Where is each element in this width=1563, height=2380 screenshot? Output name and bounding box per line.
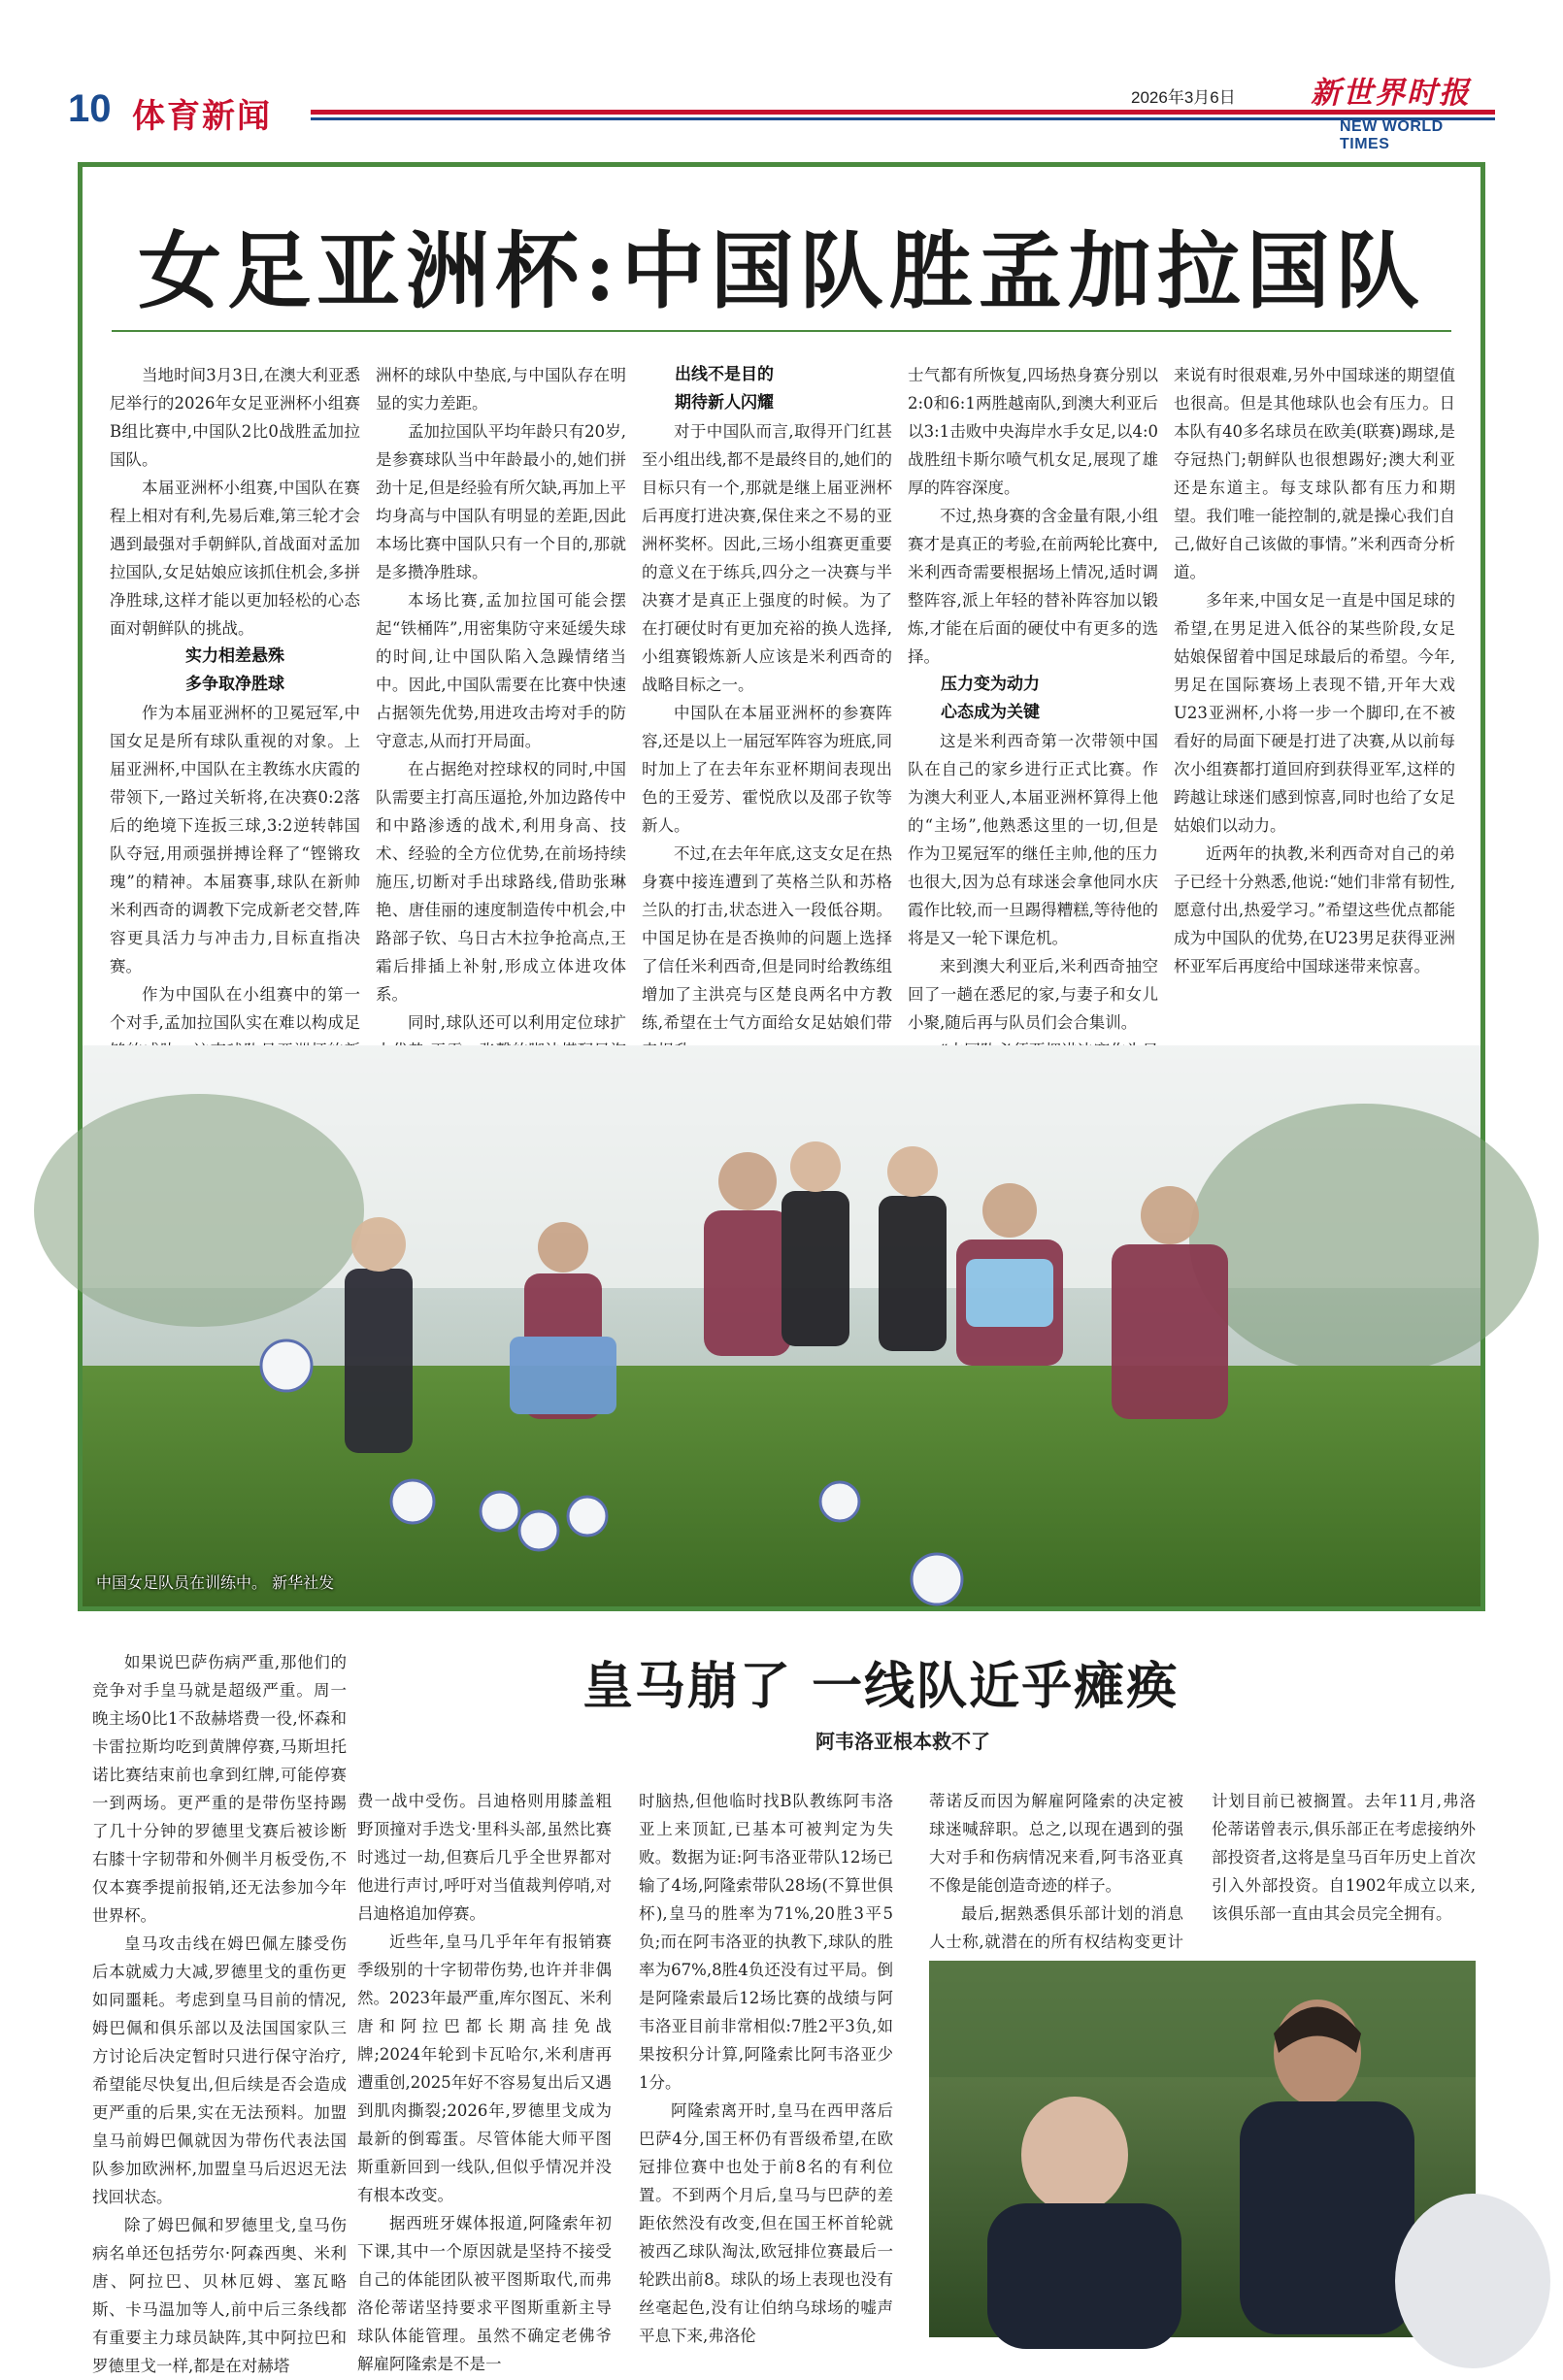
article-headline: 女足亚洲杯:中国队胜孟加拉国队 (138, 222, 1425, 320)
masthead-rule-blue (311, 117, 1495, 120)
feature-article-box (78, 162, 1485, 1611)
subheading: 压力变为动力 (941, 675, 1040, 694)
paragraph: 如果说巴萨伤病严重,那他们的竞争对手皇马就是超级严重。周一晚主场0比1不敌赫塔费一役,怀森和卡雷拉斯均吃到黄牌停赛,马斯坦托诺比赛结束前也拿到红牌,可能停赛一到两场。更严重的是带伤坚持踢了几十分钟的罗德里戈赛后被诊断右膝十字韧带和外侧半月板受伤,不仅本赛季提前报销,还无法参加今年世界杯。 (92, 1653, 347, 1925)
subheading: 多争取净胜球 (185, 675, 284, 694)
photo-caption: 中国女足队员在训练中。 新华社发 (96, 1573, 335, 1592)
training-photo (83, 1045, 1480, 1606)
subheading: 心态成为关键 (941, 703, 1040, 722)
article-subheadline: 阿韦洛亚根本救不了 (815, 1730, 990, 1753)
article-column-4 (908, 361, 1158, 1121)
paragraph: 士气都有所恢复,四场热身赛分别以2:0和6:1两胜越南队,到澳大利亚后以3:1击败中央海岸水手女足,以4:0战胜纽卡斯尔喷气机女足,展现了雄厚的阵容深度。 (908, 366, 1158, 497)
paragraph: 阿隆索离开时,皇马在西甲落后巴萨4分,国王杯仍有晋级希望,在欧冠排位赛中也处于前8名的有利位置。不到两个月后,皇马与巴萨的差距依然没有改变,但在国王杯首轮就被西乙球队淘汰,欧冠排位赛最后一轮跌出前8。球队的场上表现也没有丝毫起色,没有让伯纳乌球场的嘘声平息下来,弗洛伦 (639, 2101, 893, 2345)
article2-column-4 (929, 1787, 1183, 1984)
paragraph: 近些年,皇马几乎年年有报销赛季级别的十字韧带伤势,也许并非偶然。2023年最严重,库尔图瓦、米利唐和阿拉巴都长期高挂免战牌;2024年轮到卡瓦哈尔,米利唐再遭重创,2025年好不容易复出后又遇到肌肉撕裂;2026年,罗德里戈成为最新的倒霉蛋。尽管体能大师平图斯重新回到一线队,但似乎情况并没有根本改变。 (357, 1933, 612, 2204)
paragraph: 对于中国队而言,取得开门红甚至小组出线,都不是最终目的,她们的目标只有一个,那就是继上届亚洲杯后再度打进决赛,保住来之不易的亚洲杯奖杯。因此,三场小组赛更重要的意义在于练兵,四分之一决赛与半决赛才是真正上强度的时候。为了在打硬仗时有更加充裕的换人选择,小组赛锻炼新人应该是米利西奇的战略目标之一。 (642, 422, 892, 694)
paragraph: 最后,据熟悉俱乐部计划的消息人士称,就潜在的所有权结构变更计 (929, 1904, 1183, 1951)
article-column-2 (376, 361, 626, 1121)
headline-divider (112, 330, 1451, 332)
paragraph: 来说有时很艰难,另外中国球迷的期望值也很高。但是其他球队也会有压力。日本队有40多名球员在欧美(联赛)踢球,是夺冠热门;朝鲜队也很想踢好;澳大利亚还是东道主。每支球队都有压力和期望。我们唯一能控制的,就是操心我们自己,做好自己该做的事情。”米利西奇分析道。 (1174, 366, 1455, 581)
paragraph: 除了姆巴佩和罗德里戈,皇马伤病名单还包括劳尔·阿森西奥、米利唐、阿拉巴、贝林厄姆、塞瓦略斯、卡马温加等人,前中后三条线都有重要主力球员缺阵,其中阿拉巴和罗德里戈一样,都是在对赫塔 (92, 2216, 347, 2375)
section-name: 体育新闻 (132, 97, 272, 136)
article-column-3 (642, 361, 892, 1121)
paragraph: 不过,热身赛的含金量有限,小组赛才是真正的考验,在前两轮比赛中,米利西奇需要根据场上情况,适时调整阵容,派上年轻的替补阵容加以锻炼,才能在后面的硬仗中有更多的选择。 (908, 507, 1158, 666)
article2-column-1 (92, 1648, 347, 2380)
article2-column-5 (1212, 1787, 1476, 1928)
article2-column-2 (357, 1787, 612, 2378)
paragraph: 据西班牙媒体报道,阿隆索年初下课,其中一个原因就是坚持不接受自己的体能团队被平图斯取代,而弗洛伦蒂诺坚持要求平图斯重新主导球队体能管理。虽然不确定老佛爷解雇阿隆索是不是一 (357, 2214, 612, 2373)
newspaper-logo-english: NEW WORLD TIMES (1340, 118, 1444, 152)
masthead (68, 58, 1495, 152)
coach-photo (929, 1961, 1476, 2337)
paragraph: 不过,在去年年底,这支女足在热身赛中接连遭到了英格兰队和苏格兰队的打击,状态进入一段低谷期。中国足协在是否换帅的问题上选择了信任米利西奇,但是同时给教练组增加了主洪亮与区楚良两名中方教练,希望在士气方面给女足姑娘们带 (642, 844, 892, 1032)
paragraph: 来到澳大利亚后,米利西奇抽空回了一趟在悉尼的家,与妻子和女儿小聚,随后再与队员们会合集训。 (908, 957, 1158, 1032)
paragraph: 在占据绝对控球权的同时,中国队需要主打高压逼抢,外加边路传中和中路渗透的战术,利用身高、技术、经验的全方位优势,在前场持续施压,切断对手出球路线,借助张琳艳、唐佳丽的速度制造传中机会,中路部子钦、乌日古木拉争抢高点,王霜后排插上补射,形成立体进攻体系。 (376, 760, 626, 1004)
paragraph: 作为本届亚洲杯的卫冕冠军,中国女足是所有球队重视的对象。上届亚洲杯,中国队在主教练水庆霞的带领下,一路过关斩将,在决赛0:2落后的绝境下连扳三球,3:2逆转韩国队夺冠,用顽强拼搏诠释了“铿锵玫瑰”的精神。本届赛事,球队在新帅米利西奇的调教下完成新老交替,阵容更具活力与冲击力,目标直指决赛。 (110, 704, 360, 975)
paragraph: 洲杯的球队中垫底,与中国队存在明显的实力差距。 (376, 366, 626, 413)
paragraph: 本届亚洲杯小组赛,中国队在赛程上相对有利,先易后难,第三轮才会遇到最强对手朝鲜队,首战面对孟加拉国队,女足姑娘应该抓住机会,多拼净胜球,这样才能以更加轻松的心态面对朝鲜队的挑战。 (110, 479, 360, 638)
page-number: 10 (68, 87, 112, 130)
paragraph: 近两年的执教,米利西奇对自己的弟子已经十分熟悉,他说:“她们非常有韧性,愿意付出,热爱学习。”希望这些优点都能成为中国队的优势,在U23男足获得亚洲杯亚军后再度给中国球迷带来惊喜。 (1174, 844, 1455, 975)
publication-date: 2026年3月6日 (1131, 88, 1236, 107)
paragraph: 多年来,中国女足一直是中国足球的希望,在男足进入低谷的某些阶段,女足姑娘保留着中国足球最后的希望。今年,男足在国际赛场上表现不错,开年大戏U23亚洲杯,小将一步一个脚印,在不被看好的局面下硬是打进了决赛,从以前每次小组赛都打道回府到获得亚军,这样的跨越让球迷们感到惊喜,同时也给了女足姑娘们以动力。 (1174, 591, 1455, 835)
paragraph: 时脑热,但他临时找B队教练阿韦洛亚上来顶缸,已基本可被判定为失败。数据为证:阿韦洛亚带队12场已输了4场,阿隆索带队28场(不算世俱杯),皇马的胜率为71%,20胜3平5负;而在阿韦洛亚的执教下,球队的胜率为67%,8胜4负还没有过平局。倒是阿隆索最后12场比赛的战绩与阿韦洛亚目前非常相似:7胜2平3负,如果按积分计算,阿隆索比阿韦洛亚少1分。 (639, 1792, 893, 2092)
paragraph: 皇马攻击线在姆巴佩左膝受伤后本就威力大减,罗德里戈的重伤更如同噩耗。考虑到皇马目前的情况,姆巴佩和俱乐部以及法国国家队三方讨论后决定暂时只进行保守治疗,希望能尽快复出,但后续是否会造成更严重的后果,实在无法预料。加盟皇马前姆巴佩就因为带伤代表法国队参加欧洲杯,加盟皇马后迟迟无法找回状态。 (92, 1934, 347, 2206)
subheading: 出线不是目的 (675, 365, 774, 384)
subheading: 实力相差悬殊 (185, 646, 284, 666)
paragraph: 这是米利西奇第一次带领中国队在自己的家乡进行正式比赛。作为澳大利亚人,本届亚洲杯算得上他的“主场”,他熟悉这里的一切,但是作为卫冕冠军的继任主帅,他的压力也很大,因为总有球迷会拿他同水庆霞作比较,而一旦踢得糟糕,等待他的将是又一轮下课危机。 (908, 732, 1158, 947)
paragraph: 本场比赛,孟加拉国可能会摆起“铁桶阵”,用密集防守来延缓失球的时间,让中国队陷入急躁情绪当中。因此,中国队需要在比赛中快速占据领先优势,用进攻击垮对手的防守意志,从而打开局面。 (376, 591, 626, 750)
article-column-1 (110, 361, 360, 1121)
paragraph: 孟加拉国队平均年龄只有20岁,是参赛球队当中年龄最小的,她们拼劲十足,但是经验有所欠缺,再加上平均身高与中国队有明显的差距,因此本场比赛中国队只有一个目的,那就是多攒净胜球。 (376, 422, 626, 581)
paragraph: 作为中国队在小组赛中的第一个对手,孟加拉国队实在难以构成足 (110, 985, 360, 1032)
article-headline: 皇马崩了 一线队近乎瘫痪 (582, 1658, 1180, 1716)
subheading: 期待新人闪耀 (675, 393, 774, 413)
training-photo-illustration (83, 1045, 1480, 1606)
paragraph: 当地时间3月3日,在澳大利亚悉尼举行的2026年女足亚洲杯小组赛B组比赛中,中国队2比0战胜孟加拉国队。 (110, 366, 360, 469)
paragraph: 蒂诺反而因为解雇阿隆索的决定被球迷喊辞职。总之,以现在遇到的强大对手和伤病情况来看,阿韦洛亚真不像是能创造奇迹的样子。 (929, 1792, 1183, 1895)
article2-column-3 (639, 1787, 893, 2350)
paragraph: 中国队在本届亚洲杯的参赛阵容,还是以上一届冠军阵容为班底,同时加上了在去年东亚杯期间表现出色的王爱芳、霍悦欣以及邵子钦等新人。 (642, 704, 892, 835)
newspaper-logo: 新世界时报 (1311, 76, 1471, 111)
article-column-5 (1174, 361, 1455, 980)
coach-photo-illustration (929, 1961, 1476, 2337)
paragraph: 费一战中受伤。吕迪格则用膝盖粗野顶撞对手迭戈·里科头部,虽然比赛时逃过一劫,但赛后几乎全世界都对他进行声讨,呼吁对当值裁判停哨,对吕迪格追加停赛。 (357, 1792, 612, 1923)
paragraph: 同时,球队还可以利用定位球扩 (408, 1013, 626, 1032)
paragraph: 计划目前已被搁置。去年11月,弗洛伦蒂诺曾表示,俱乐部正在考虑接纳外部投资者,这将是皇马百年历史上首次引入外部投资。自1902年成立以来,该俱乐部一直由其会员完全拥有。 (1212, 1792, 1476, 1923)
